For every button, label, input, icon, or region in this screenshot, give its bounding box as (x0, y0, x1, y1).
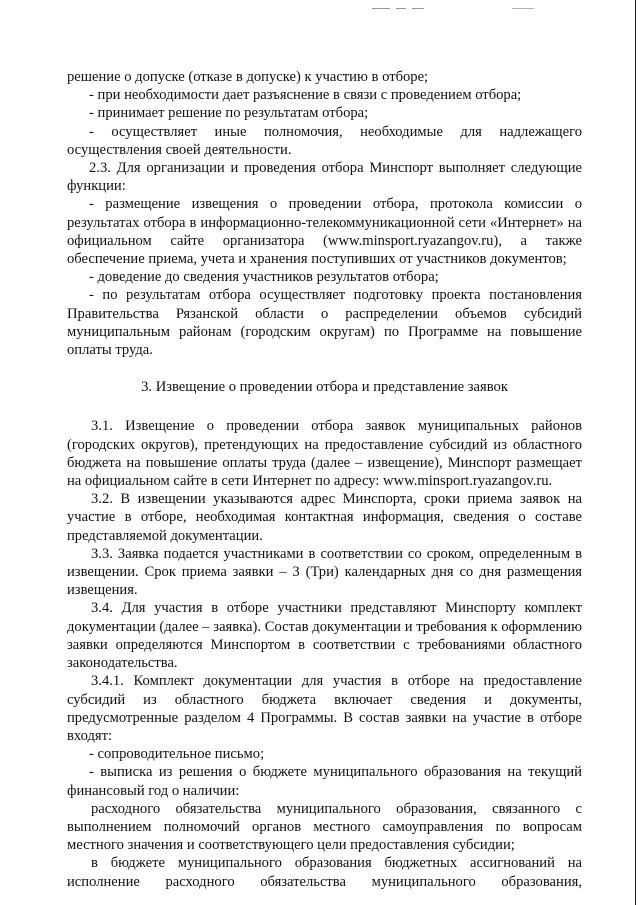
paragraph: решение о допуске (отказе в допуске) к участию в отборе; (67, 69, 429, 85)
paragraph: 3.3. Заявка подается участниками в соответствии со сроком, определенным в извещении. Срок приема заявки – 3 (Три) календарных дня со дня размещения извещения. (67, 545, 582, 599)
section-heading: 3. Извещение о проведении отбора и представление заявок (141, 379, 508, 396)
scan-artifact-marks (372, 8, 424, 9)
paragraph: - по результатам отбора осуществляет подготовку проекта постановления Правительства Рязанской области о распределении объемов субсидий муниципальным районам (городским округам) по Программе на повышение оплаты труда. (67, 287, 582, 359)
page-edge-line (635, 0, 636, 905)
paragraph: 3.2. В извещении указываются адрес Минспорта, сроки приема заявок на участие в отборе, необходимая контактная информация, сведения о составе представляемой документации. (67, 491, 582, 544)
paragraph: 3.1. Извещение о проведении отбора заявок муниципальных районов (городских округов), претендующих на предоставление субсидий из областного бюджета на повышение оплаты труда (далее – извещение), Минспорт размещает на официальном сайте в сети Интернет по адресу: www.minsport.ryazangov.ru. (67, 418, 582, 490)
document-body (67, 68, 582, 891)
paragraph: - принимает решение по результатам отбора; (89, 105, 369, 122)
paragraph: - сопроводительное письмо; (89, 746, 265, 763)
paragraph: 3.4.1. Комплект документации для участия в отборе на предоставление субсидий из областного бюджета включает сведения и документы, предусмотренные разделом 4 Программы. В состав заявки на участие в отборе входят: (67, 673, 582, 744)
paragraph: расходного обязательства муниципального образования, связанного с выполнением полномочий органов местного самоуправления по вопросам местного значения и соответствующего цели предоставления субсидии; (67, 800, 582, 854)
paragraph: 2.3. Для организации и проведения отбора Минспорт выполняет следующие функции: (67, 160, 582, 195)
paragraph: - доведение до сведения участников результатов отбора; (89, 269, 439, 286)
paragraph: 3.4. Для участия в отборе участники представляют Минспорту комплект документации (далее – заявка). Состав документации и требования к оформлению заявки определяются Минспортом в соответствии с требованиями областного законодательства. (67, 600, 582, 672)
paragraph: - осуществляет иные полномочия, необходимые для надлежащего осуществления своей деятельности. (67, 123, 582, 158)
scan-artifact-mark (512, 8, 534, 9)
paragraph: - размещение извещения о проведении отбора, протокола комиссии о результатах отбора в информационно-телекоммуникационной сети «Интернет» на официальном сайте организатора (www.minsport.ryazangov.ru), а также обеспечение приема, учета и хранения поступивших от участников документов; (67, 196, 582, 268)
paragraph: - при необходимости дает разъяснение в связи с проведением отбора; (89, 87, 522, 104)
paragraph: в бюджете муниципального образования бюджетных ассигнований на исполнение расходного обязательства муниципального образования, (67, 855, 582, 890)
paragraph: - выписка из решения о бюджете муниципального образования на текущий финансовый год о наличии: (67, 764, 582, 799)
